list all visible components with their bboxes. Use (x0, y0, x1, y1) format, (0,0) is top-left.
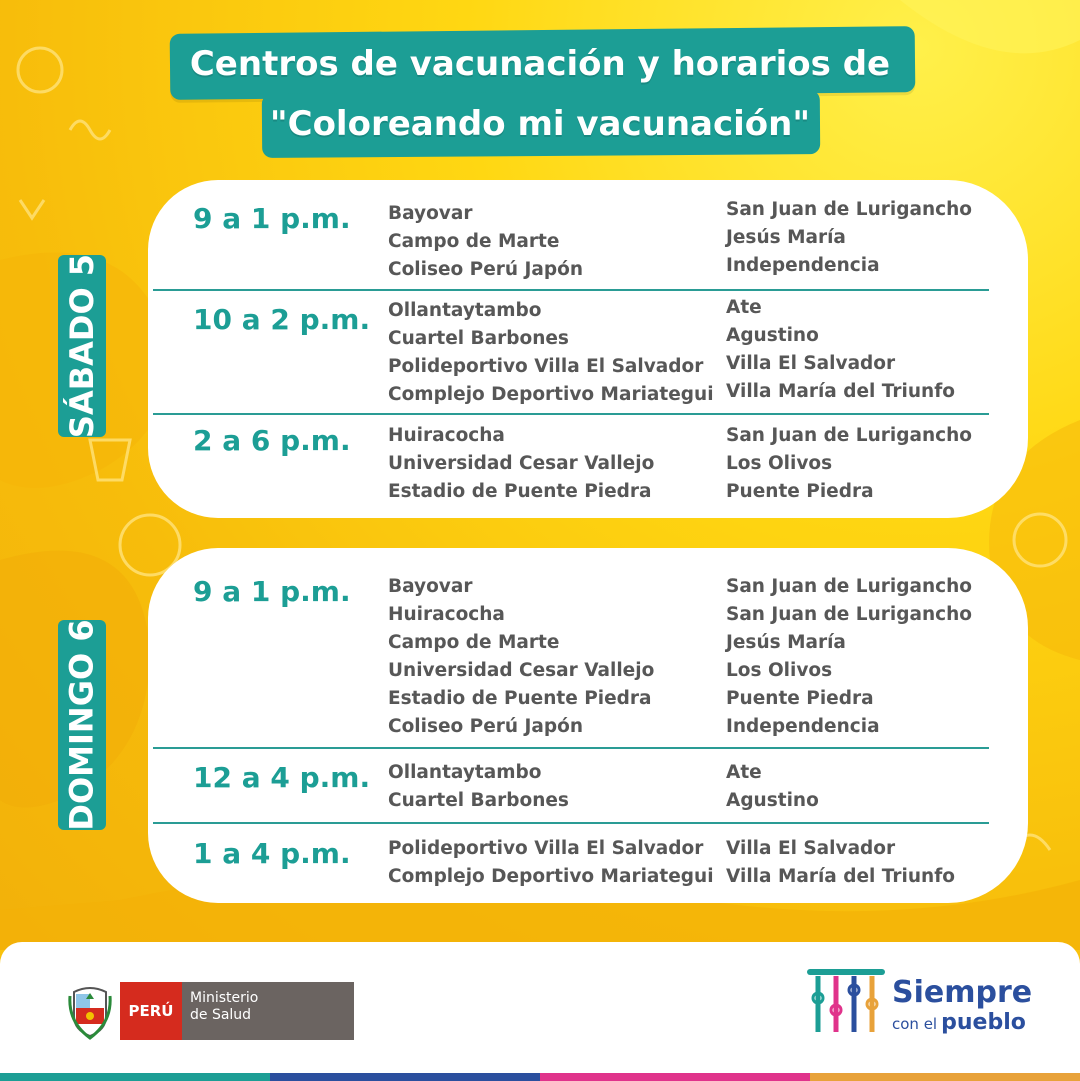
districts-list (726, 759, 819, 815)
slogan-line1: Siempre (892, 975, 1033, 1010)
row-divider (153, 747, 989, 749)
slogan-big-text: pueblo (941, 1010, 1026, 1035)
slot-time: 9 a 1 p.m. (193, 575, 351, 608)
districts-list (726, 294, 955, 406)
footer-stripe-orange (810, 1073, 1080, 1081)
districts-list (726, 573, 972, 741)
slogan-small-text: con el (892, 1015, 938, 1033)
district-name: Agustino (726, 790, 819, 811)
sunday-label: DOMINGO 6 (63, 619, 102, 831)
district-name: Puente Piedra (726, 481, 874, 502)
place-name: Polideportivo Villa El Salvador (388, 838, 704, 859)
district-name: Villa El Salvador (726, 838, 896, 859)
row-divider (153, 413, 989, 415)
sunday-schedule-card (148, 548, 1028, 903)
place-name: Coliseo Perú Japón (388, 716, 584, 737)
place-name: Campo de Marte (388, 231, 560, 252)
district-name: Ate (726, 297, 762, 318)
peru-coat-of-arms-icon (68, 982, 112, 1040)
district-name: Villa María del Triunfo (726, 381, 955, 402)
places-list (388, 422, 654, 506)
district-name: Villa El Salvador (726, 353, 896, 374)
district-name: San Juan de Lurigancho (726, 199, 972, 220)
district-name: Los Olivos (726, 660, 833, 681)
districts-list (726, 422, 972, 506)
footer-stripe-pink (540, 1073, 810, 1081)
place-name: Cuartel Barbones (388, 790, 569, 811)
district-name: Independencia (726, 716, 880, 737)
ministry-line2: de Salud (190, 1007, 252, 1023)
peru-logo: PERÚ (120, 982, 182, 1040)
place-name: Universidad Cesar Vallejo (388, 660, 655, 681)
place-name: Bayovar (388, 203, 473, 224)
saturday-tag (58, 255, 106, 437)
district-name: Agustino (726, 325, 819, 346)
row-divider (153, 289, 989, 291)
footer-stripe-teal (0, 1073, 270, 1081)
page-title-line2: "Coloreando mi vacunación" (269, 104, 811, 144)
footer-stripe-blue (270, 1073, 540, 1081)
district-name: Jesús María (726, 227, 846, 248)
district-name: Jesús María (726, 632, 846, 653)
saturday-label: SÁBADO 5 (63, 253, 102, 439)
slot-time: 10 a 2 p.m. (193, 303, 371, 336)
districts-list (726, 196, 972, 280)
place-name: Polideportivo Villa El Salvador (388, 356, 704, 377)
places-list (388, 835, 714, 891)
place-name: Complejo Deportivo Mariategui (388, 384, 714, 405)
place-name: Coliseo Perú Japón (388, 259, 584, 280)
district-name: Villa María del Triunfo (726, 866, 955, 887)
sunday-tag (58, 620, 106, 830)
place-name: Huiracocha (388, 425, 505, 446)
district-name: Puente Piedra (726, 688, 874, 709)
slot-time: 2 a 6 p.m. (193, 424, 351, 457)
ministry-line1: Ministerio (190, 990, 259, 1006)
place-name: Estadio de Puente Piedra (388, 481, 652, 502)
place-name: Campo de Marte (388, 632, 560, 653)
places-list (388, 759, 569, 815)
place-name: Universidad Cesar Vallejo (388, 453, 655, 474)
place-name: Ollantaytambo (388, 300, 542, 321)
place-name: Cuartel Barbones (388, 328, 569, 349)
place-name: Ollantaytambo (388, 762, 542, 783)
districts-list (726, 835, 955, 891)
places-list (388, 573, 654, 741)
district-name: Independencia (726, 255, 880, 276)
saturday-schedule-card (148, 180, 1028, 518)
slogan-line2 (892, 1010, 1026, 1035)
place-name: Complejo Deportivo Mariategui (388, 866, 714, 887)
place-name: Huiracocha (388, 604, 505, 625)
place-name: Bayovar (388, 576, 473, 597)
row-divider (153, 822, 989, 824)
ministry-logo (182, 982, 354, 1040)
place-name: Estadio de Puente Piedra (388, 688, 652, 709)
district-name: San Juan de Lurigancho (726, 576, 972, 597)
slot-time: 1 a 4 p.m. (193, 837, 351, 870)
people-columns-icon (806, 968, 886, 1040)
district-name: San Juan de Lurigancho (726, 425, 972, 446)
district-name: Ate (726, 762, 762, 783)
district-name: Los Olivos (726, 453, 833, 474)
places-list (388, 200, 583, 284)
places-list (388, 297, 714, 409)
district-name: San Juan de Lurigancho (726, 604, 972, 625)
slot-time: 12 a 4 p.m. (193, 761, 371, 794)
page-title-line1: Centros de vacunación y horarios de (189, 44, 891, 84)
slot-time: 9 a 1 p.m. (193, 202, 351, 235)
